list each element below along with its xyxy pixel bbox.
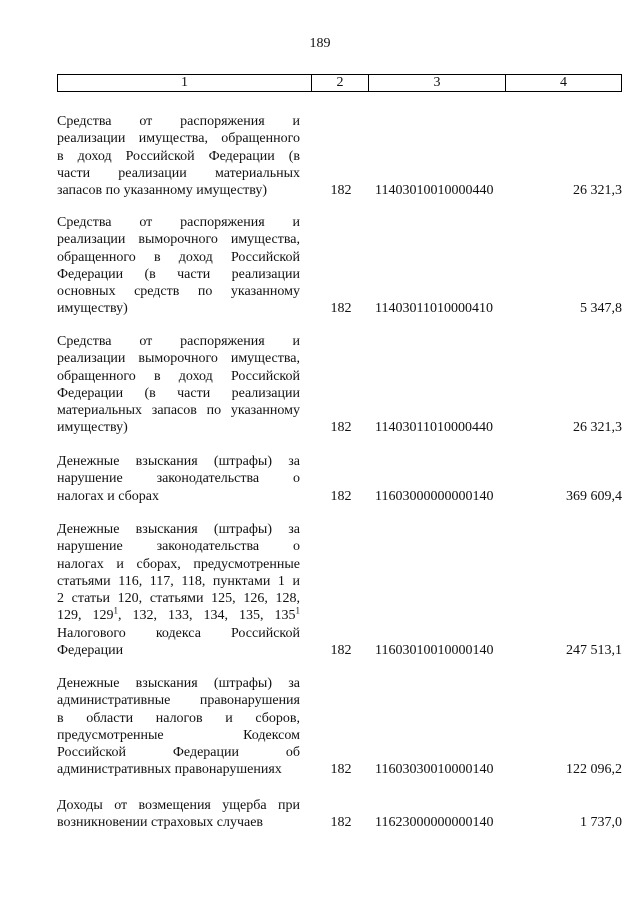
row-admin-code: 182 bbox=[330, 488, 352, 504]
row-description: Средства от распоряжения и реализации выморочного имущества, обращенного в доход Российской Федерации (в части реализации основных средств по указанному имуществу) bbox=[57, 215, 300, 317]
row-amount: 247 513,1 bbox=[566, 643, 622, 659]
row-admin-code: 182 bbox=[330, 420, 352, 436]
superscript-1: 1 bbox=[113, 605, 118, 616]
table-row bbox=[57, 521, 622, 659]
row-admin-code: 182 bbox=[330, 643, 352, 659]
row-admin-code: 182 bbox=[330, 762, 352, 778]
table-header bbox=[57, 74, 622, 92]
row-amount: 122 096,2 bbox=[566, 762, 622, 778]
row-admin-code: 182 bbox=[330, 301, 352, 317]
table-row bbox=[57, 214, 622, 318]
row-description: Денежные взыскания (штрафы) за нарушение законодательства о налогах и сборах, предусмотренные статьями 116, 117, 118, пунктами 1 и 2 статьи 120, статьями 125, 126, 128, 129, $129^1$, 132, 133, 134, 135, $135^1$ Налогового кодекса Российской Федерации bbox=[57, 522, 300, 659]
row-budget-code: 11603030010000140 bbox=[375, 762, 494, 778]
row-amount: 1 737,0 bbox=[580, 815, 622, 831]
table-row bbox=[57, 675, 622, 779]
row-description: Средства от распоряжения и реализации выморочного имущества, обращенного в доход Российской Федерации (в части реализации материальных запасов по указанному имуществу) bbox=[57, 334, 300, 436]
header-col-2: 2 bbox=[312, 75, 369, 91]
header-col-3: 3 bbox=[369, 75, 506, 91]
row-budget-code: 11403011010000410 bbox=[375, 301, 493, 317]
row-amount: 5 347,8 bbox=[580, 301, 622, 317]
table-row bbox=[57, 797, 622, 832]
row-budget-code: 11403011010000440 bbox=[375, 420, 493, 436]
row-amount: 26 321,3 bbox=[573, 420, 622, 436]
header-col-1: 1 bbox=[58, 75, 312, 91]
table-row bbox=[57, 453, 622, 505]
row-amount: 26 321,3 bbox=[573, 183, 622, 199]
row-description: Средства от распоряжения и реализации имущества, обращенного в доход Российской Федерации (в части реализации материальных запасов по указанному имуществу) bbox=[57, 114, 300, 199]
row-admin-code: 182 bbox=[330, 815, 352, 831]
header-col-4: 4 bbox=[560, 75, 567, 90]
superscript-1: 1 bbox=[295, 605, 300, 616]
row-budget-code: 11603010010000140 bbox=[375, 643, 494, 659]
row-admin-code: 182 bbox=[330, 183, 352, 199]
articles-line: 129, $129^1$, 132, 133, 134, 135, $135^1$ bbox=[57, 605, 300, 624]
row-description: Денежные взыскания (штрафы) за административные правонарушения в области налогов и сборов, предусмотренные Кодексом Российской Федерации об административных правонарушениях bbox=[57, 676, 300, 778]
table-row bbox=[57, 113, 622, 199]
row-budget-code: 11603000000000140 bbox=[375, 488, 494, 504]
row-amount: 369 609,4 bbox=[566, 488, 622, 504]
row-description: Доходы от возмещения ущерба при возникновении страховых случаев bbox=[57, 798, 300, 831]
row-description: Денежные взыскания (штрафы) за нарушение законодательства о налогах и сборах bbox=[57, 454, 300, 504]
table-row bbox=[57, 333, 622, 437]
row-budget-code: 11403010010000440 bbox=[375, 183, 494, 199]
page-number: 189 bbox=[309, 36, 331, 51]
row-budget-code: 11623000000000140 bbox=[375, 815, 494, 831]
